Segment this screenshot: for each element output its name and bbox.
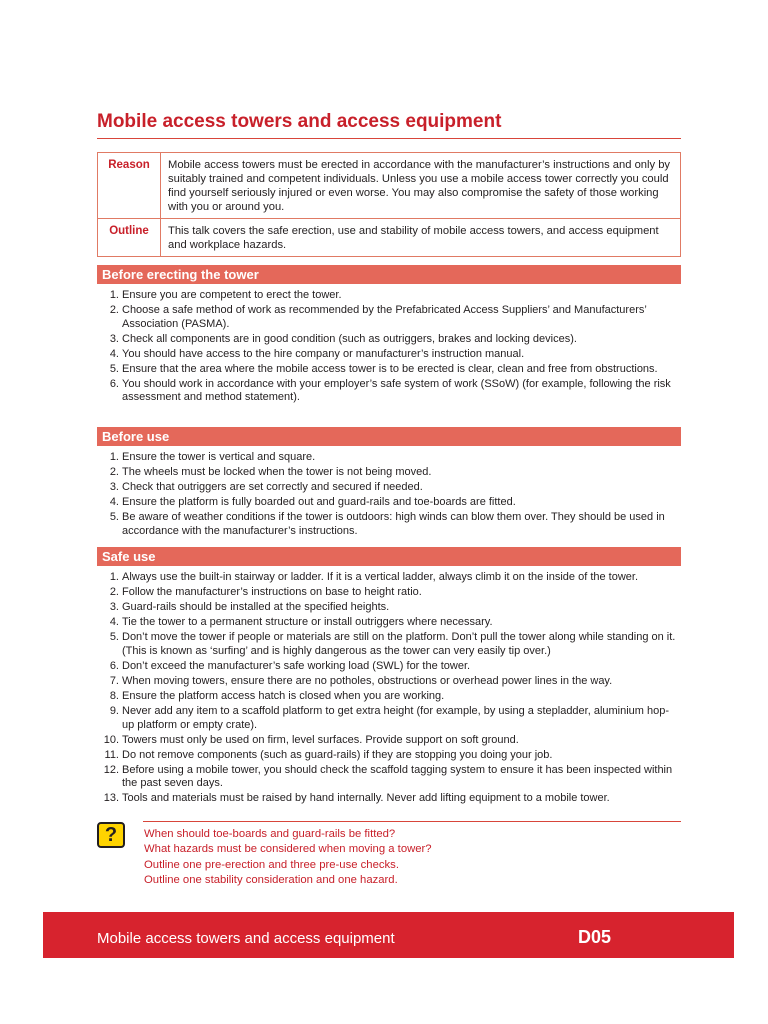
item-text: Be aware of weather conditions if the tower is outdoors: high winds can blow them over. They should be used in accordance with the manufacturer’s instructions.: [122, 511, 665, 537]
reason-text: Mobile access towers must be erected in accordance with the manufacturer’s instructions and only by suitably trained and competent individuals. Unless you use a mobile access tower correctly you could find yourself seriously injured or even worse. You may also compromise the safety of those working with you or around you.: [161, 153, 681, 219]
section-header-before-use: Before use: [97, 427, 681, 446]
list-item: [97, 749, 681, 762]
item-number: 5.: [109, 631, 119, 644]
item-number: 1.: [109, 451, 119, 463]
list-item: [97, 601, 681, 614]
reason-label: Reason: [98, 153, 161, 219]
list-item: [97, 631, 681, 658]
list-item: [97, 792, 681, 805]
question-item: Outline one pre-erection and three pre-use checks.: [144, 858, 399, 871]
question-item: When should toe-boards and guard-rails be fitted?: [144, 828, 396, 840]
item-number: 10.: [103, 733, 119, 746]
item-text: Ensure the platform access hatch is closed when you are working.: [122, 690, 445, 703]
item-number: 4.: [109, 496, 119, 509]
list-item: [97, 764, 681, 791]
item-text: Tools and materials must be raised by hand internally. Never add lifting equipment to a mobile tower.: [122, 792, 610, 805]
list-item: [97, 466, 681, 479]
questions-divider: [143, 821, 681, 822]
item-number: 12.: [103, 763, 119, 776]
item-number: 11.: [104, 748, 119, 761]
section-header-safe-use: Safe use: [97, 547, 681, 566]
list-before-erecting: [97, 289, 681, 406]
list-item: [97, 451, 681, 464]
item-number: 4.: [109, 347, 119, 360]
question-item: Outline one stability consideration and one hazard.: [144, 874, 398, 887]
question-item: What hazards must be considered when moving a tower?: [144, 843, 432, 856]
list-item: [97, 690, 681, 703]
item-number: 6.: [109, 659, 119, 672]
item-number: 9.: [109, 705, 119, 718]
list-item: [97, 304, 681, 331]
item-text: Always use the built-in stairway or ladder. If it is a vertical ladder, always climb it on the inside of the tower.: [122, 571, 639, 583]
item-text: Ensure the tower is vertical and square.: [122, 451, 316, 463]
item-number: 3.: [109, 601, 119, 614]
list-item: [97, 348, 681, 361]
item-number: 7.: [109, 674, 119, 687]
item-text: Towers must only be used on firm, level surfaces. Provide support on soft ground.: [122, 733, 519, 746]
item-text: When moving towers, ensure there are no potholes, obstructions or overhead power lines in the way.: [122, 674, 613, 687]
page-title: Mobile access towers and access equipment: [97, 111, 502, 132]
item-text: You should have access to the hire company or manufacturer’s instruction manual.: [122, 347, 525, 360]
list-item: [97, 616, 681, 629]
item-text: Choose a safe method of work as recommended by the Prefabricated Access Suppliers’ and Manufacturers’ Association (PASMA).: [122, 304, 647, 330]
item-text: Ensure the platform is fully boarded out and guard-rails and toe-boards are fitted.: [122, 496, 516, 509]
section-header-before-erecting: Before erecting the tower: [97, 265, 681, 284]
list-item: [97, 660, 681, 673]
item-text: Ensure that the area where the mobile access tower is to be erected is clear, clean and free from obstructions.: [122, 362, 658, 375]
item-text: The wheels must be locked when the tower is not being moved.: [122, 466, 432, 479]
item-number: 3.: [109, 481, 119, 494]
list-item: [97, 289, 681, 302]
item-number: 2.: [109, 466, 119, 479]
footer-bar: [43, 912, 734, 958]
footer-code: D05: [578, 927, 612, 947]
item-text: Check that outriggers are set correctly and secured if needed.: [122, 481, 423, 494]
item-text: Ensure you are competent to erect the tower.: [122, 289, 342, 301]
list-before-use: [97, 451, 681, 540]
list-item: [97, 571, 681, 584]
item-number: 3.: [109, 332, 119, 345]
item-number: 5.: [109, 511, 119, 524]
item-number: 8.: [109, 690, 119, 703]
item-text: Guard-rails should be installed at the specified heights.: [122, 601, 390, 614]
item-text: Don’t exceed the manufacturer’s safe working load (SWL) for the tower.: [122, 659, 471, 672]
list-item: [97, 378, 681, 405]
item-text: Don’t move the tower if people or materials are still on the platform. Don’t pull the tower along while standing on it. (This is known as ‘surfing’ and is highly dangerous as the tower can very easily tip over.): [122, 631, 676, 657]
list-item: [97, 675, 681, 688]
outline-text: This talk covers the safe erection, use and stability of mobile access towers, and access equipment and workplace hazards.: [161, 219, 681, 257]
item-number: 4.: [109, 616, 119, 629]
item-number: 13.: [103, 792, 119, 805]
outline-label: Outline: [98, 219, 161, 257]
item-text: Tie the tower to a permanent structure or install outriggers where necessary.: [122, 616, 493, 629]
list-item: [97, 363, 681, 376]
item-number: 1.: [109, 289, 119, 301]
footer-title: Mobile access towers and access equipment: [97, 930, 395, 947]
list-item: [97, 496, 681, 509]
list-item: [97, 705, 681, 732]
list-item: [97, 333, 681, 346]
item-number: 5.: [109, 362, 119, 375]
outline-row: [98, 219, 681, 257]
item-text: Do not remove components (such as guard-rails) if they are stopping you doing your job.: [122, 748, 553, 761]
item-text: You should work in accordance with your employer’s safe system of work (SSoW) (for example, following the risk assessment and method statement).: [122, 377, 671, 404]
questions-list: [144, 827, 432, 889]
title-divider: [97, 138, 681, 139]
item-text: Before using a mobile tower, you should check the scaffold tagging system to ensure it has been inspected within the past seven days.: [122, 763, 673, 790]
item-text: Follow the manufacturer’s instructions on base to height ratio.: [122, 586, 422, 599]
intro-table: [97, 152, 681, 257]
item-text: Never add any item to a scaffold platform to get extra height (for example, by using a stepladder, aluminium hop-up platform or empty crate).: [122, 705, 670, 731]
list-item: [97, 481, 681, 494]
list-safe-use: [97, 571, 681, 807]
item-number: 6.: [109, 377, 119, 390]
list-item: [97, 586, 681, 599]
item-number: 1.: [109, 571, 119, 583]
item-text: Check all components are in good condition (such as outriggers, brakes and locking devices).: [122, 332, 577, 345]
list-item: [97, 511, 681, 538]
question-mark-icon: ?: [97, 822, 125, 848]
reason-row: [98, 153, 681, 219]
item-number: 2.: [109, 586, 119, 599]
list-item: [97, 734, 681, 747]
item-number: 2.: [109, 304, 119, 317]
